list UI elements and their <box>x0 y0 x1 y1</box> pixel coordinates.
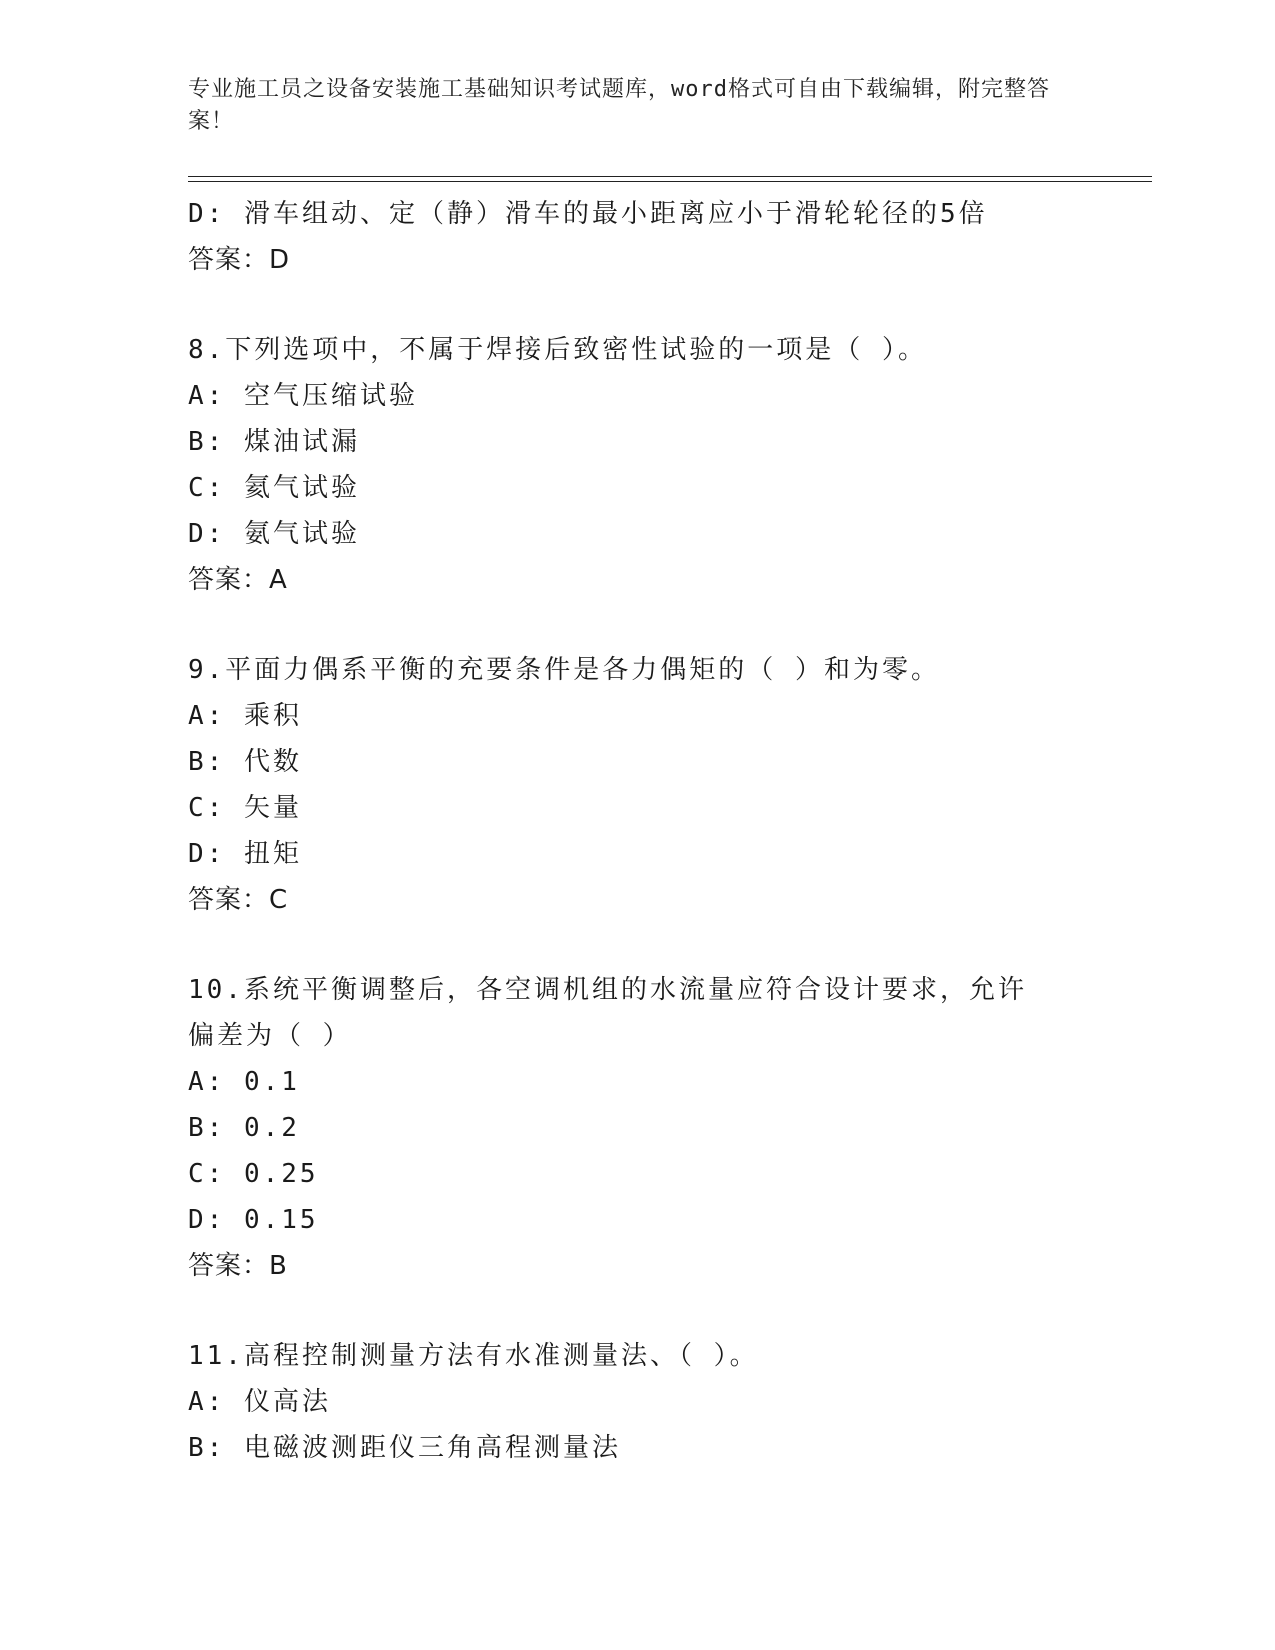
answer-line: 答案：C <box>188 885 289 915</box>
question-title: 11.高程控制测量方法有水准测量法、（ ）。 <box>188 1341 759 1371</box>
question-10 <box>188 967 1088 1289</box>
question-title: 10.系统平衡调整后，各空调机组的水流量应符合设计要求，允许偏差为（ ） <box>188 975 1027 1051</box>
question-title: 9.平面力偶系平衡的充要条件是各力偶矩的（ ）和为零。 <box>188 655 940 685</box>
header-divider-top <box>188 176 1152 177</box>
option-b: B: 煤油试漏 <box>188 427 360 457</box>
option-a: A: 0.1 <box>188 1067 300 1097</box>
question-11 <box>188 1333 1088 1471</box>
option-c: C: 矢量 <box>188 793 302 823</box>
prev-question-block <box>188 191 1088 283</box>
header-divider-bottom <box>188 181 1152 182</box>
option-c: C: 0.25 <box>188 1159 319 1189</box>
option-a: A: 空气压缩试验 <box>188 381 418 411</box>
document-content <box>188 191 1088 1471</box>
option-a: A: 仪高法 <box>188 1387 331 1417</box>
document-header-title: 专业施工员之设备安装施工基础知识考试题库，word格式可自由下载编辑，附完整答案！ <box>188 77 1050 134</box>
option-d: D: 氨气试验 <box>188 519 360 549</box>
question-9 <box>188 647 1088 923</box>
option-d: D: 扭矩 <box>188 839 302 869</box>
option-d: D: 0.15 <box>188 1205 319 1235</box>
answer-line: 答案：A <box>188 565 288 595</box>
answer-line: 答案：B <box>188 1251 288 1281</box>
question-8 <box>188 327 1088 603</box>
question-title: 8.下列选项中，不属于焊接后致密性试验的一项是（ ）。 <box>188 335 927 365</box>
answer-line: 答案：D <box>188 245 291 275</box>
option-c: C: 氦气试验 <box>188 473 360 503</box>
option-b: B: 代数 <box>188 747 302 777</box>
option-b: B: 0.2 <box>188 1113 300 1143</box>
option-b: B: 电磁波测距仪三角高程测量法 <box>188 1433 621 1463</box>
option-a: A: 乘积 <box>188 701 302 731</box>
option-d: D: 滑车组动、定（静）滑车的最小距离应小于滑轮轮径的5倍 <box>188 199 988 229</box>
